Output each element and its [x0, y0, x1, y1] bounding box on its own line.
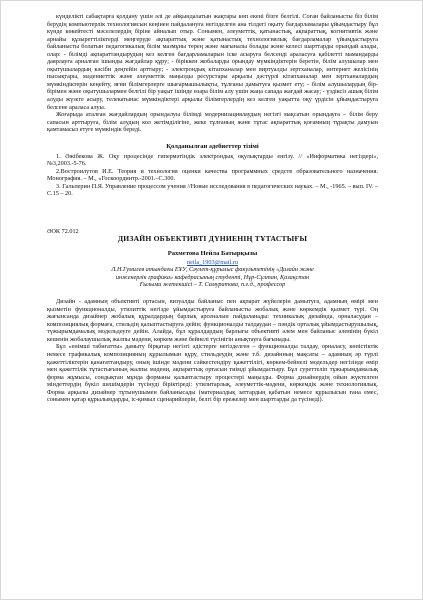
article-title: ДИЗАЙН ОБЪЕКТИВТІ ДҮНИЕНІҢ ТҰТАСТЫҒЫ: [117, 234, 308, 244]
author-name: Рахметова Нейла Батырқызы: [167, 250, 258, 258]
body-paragraph: Дизайн - адамның объективті ортасын, визуалды байланыс пен ақпарат жүйелерін дамытуға, адамның өмірі мен қызметін функционалды, утилиттік негізде ұйымдастыруға байланысты жобалық және көркемдік қызмет түрі. Оң жағынсанда дизайнер жобалық құралдардың барлық арсеналын пайдаланады: техникалық дизайнда, орналасудан – композициялық формаға, стильдің қалыптастыруға дейін; функционалды талдаудан – пәндік орталық ұйымдастырушылық, түжырымдамалық модельдеуге дейін. Алайда, бұл құралдардың барлығы объективті әлем мен байланыс әлемінің бүкіл кешенін жобалаушылық жалпы мәдени, көркем және бейнелі түсінігін анықтауға бағынады.: [47, 298, 378, 343]
author-email-link[interactable]: neila_1903@mail.ru: [187, 259, 238, 267]
reference-item: 3. Гальперин П.Я. Управление процессом учения //Новые исследования в педагогических науках. – М., -1965. – вып. IV. –С.15 – 20.: [47, 182, 378, 198]
page-content: [47, 13, 378, 404]
supervisor-line: Ғылыми жетекшісі – Т. Самуратова, п.ғ.д., профессор: [139, 281, 286, 289]
udk-code: ӘОК 72.012: [47, 228, 79, 236]
intro-paragraph: Жоғарыда аталған жағдайлардың орындалуы білімді модернизациялаудың негізгі мақсатын орындауға – білім беру сапасын арттыруға, білім алудың кол жетімділігіне, жеке тұлғаның және тұтас ақпараттық қоғамның тұрақты дамуын қамтамасыз етуге мүмкіндік береді.: [47, 111, 378, 134]
reference-item: 2.Востроилутов И.Е. Теория и технология оценки качества программных средств образовательного назначения. Монография. – М., «Госкоординтр.-2001.–С.300.: [47, 167, 378, 183]
intro-paragraph: күнделікті сабақтарға қолдану үшін әлі де айқындалатын жақтары көп екені бізге белгілі. Соған байланысты біз білім берудің компьютерлік технологиясын кеңінен пайдалануға негізделген ана тілдегі оқыту бағдарламалары ұйымдастыру бұл күнде көкейтесті мәселелердің біріне айналып отыр. Сонымен, әлеуметтік, қатынастық, ақпараттық, когнитивтік және арнайы құзыреттіліктерді меңгеруде ақпараттық және қатынастық технологиялық бағдарламалар үйымдастыруға байланысты болатын педагогикалық білім мазмұны терең және мағыналы болады және келесі шарттарды орындай алады, олар: - білімді ақпараттандырудың кез келген бағдарламаларын іске асыруға белсенді араласуға қабілетті мамандарды даярлауға арналған ішынды жағдайлар құру; - біріккен жобаларды орындау мүмкіндіктерін беретін, білім алушылар мен оқытушылардың кәсіби деңгейін арттыру; - электрондық кітапханалар мен виртуалды зертханалар, интернет желісінің пысықтары, мәдениеттік және әлеуметтік маңызды ресурстары арқылы дәстүрлі кітапханалар мен зертханалардың мүмкіндіктерін кеңейту, яғни білімгерлерге шығармашылықты, тұлғаны дамытуға қызмет ету; - білім алушылардың бір-бірімен және оқытушылармен белгілі бір уақыт ішінде өзара білім алу үшін жаңа сапада жағдай жасау; - үздіксіз ашық білім алуды жүзеге асыру, телекатынас мүмкіндіктері арқылы білімгерлердің кез келген уақытта оқу үрдісін ұйымдастыруға белсене араласа алуы.: [47, 13, 378, 111]
reference-item: 1. Әжібекова Ж. Оқу процесінде гипермәтіндік электрондық оқулықтарды енгізу. // «Информатика негіздері», №3,2003.-5-76.: [47, 152, 378, 168]
spacer: [47, 288, 378, 298]
body-paragraph: Бұл «енімші табиғатты» дамыту бірқатар негізгі әдістерге негізделген – функционалды талдау, орналасу, көпістіктік немесе графикалық композицияның құрылымын құру, стильдеудің және т.б. дизайнның мақсаты – адамның әр түрлі қажеттіліктерін қанағаттандыру, оның ішінде мәдени сәйкестендіру қажеттілігі, көркем-бейнелі модельдер негізінде өмір мен қажеттілік тұтастығының жалпы мәдени, ақпараттық ортасын тиімді ұйымдастыру. Бұл суреттеліп тұжырымдамалық форма жұмысы, сондықтан мұнда форманы қалыптастыру процестері маңызды. Форма дизайнердің ойын жүктелген міндеттердің бүкіл шешімдерін түсінуді біріктіреді: утилитарлық, әлеуметтік-мәдени, көркемдік және технологиялық. Форма арқылы дизайнер тұтынушымен байланысады (материалдық заттардың қабатын немесе құрылысын ғана емес, сонымен қатар құрылымдарды, іс-қимыл сценарийлерін, белгі бір ережелер мен шарттарды да түсінеді).: [47, 343, 378, 404]
affiliation-line: инженерлік графика» кафедрасының студенті, Нұр-Сұлтан, Қазақстан: [115, 273, 310, 281]
affiliation-line: Л.Н.Гумилев атындағы ЕҰУ, Сәулет-құрылыс факультетінің «Дизайн және: [111, 266, 314, 274]
references-title: Қолданылған әдебиеттер тізімі: [166, 142, 259, 150]
